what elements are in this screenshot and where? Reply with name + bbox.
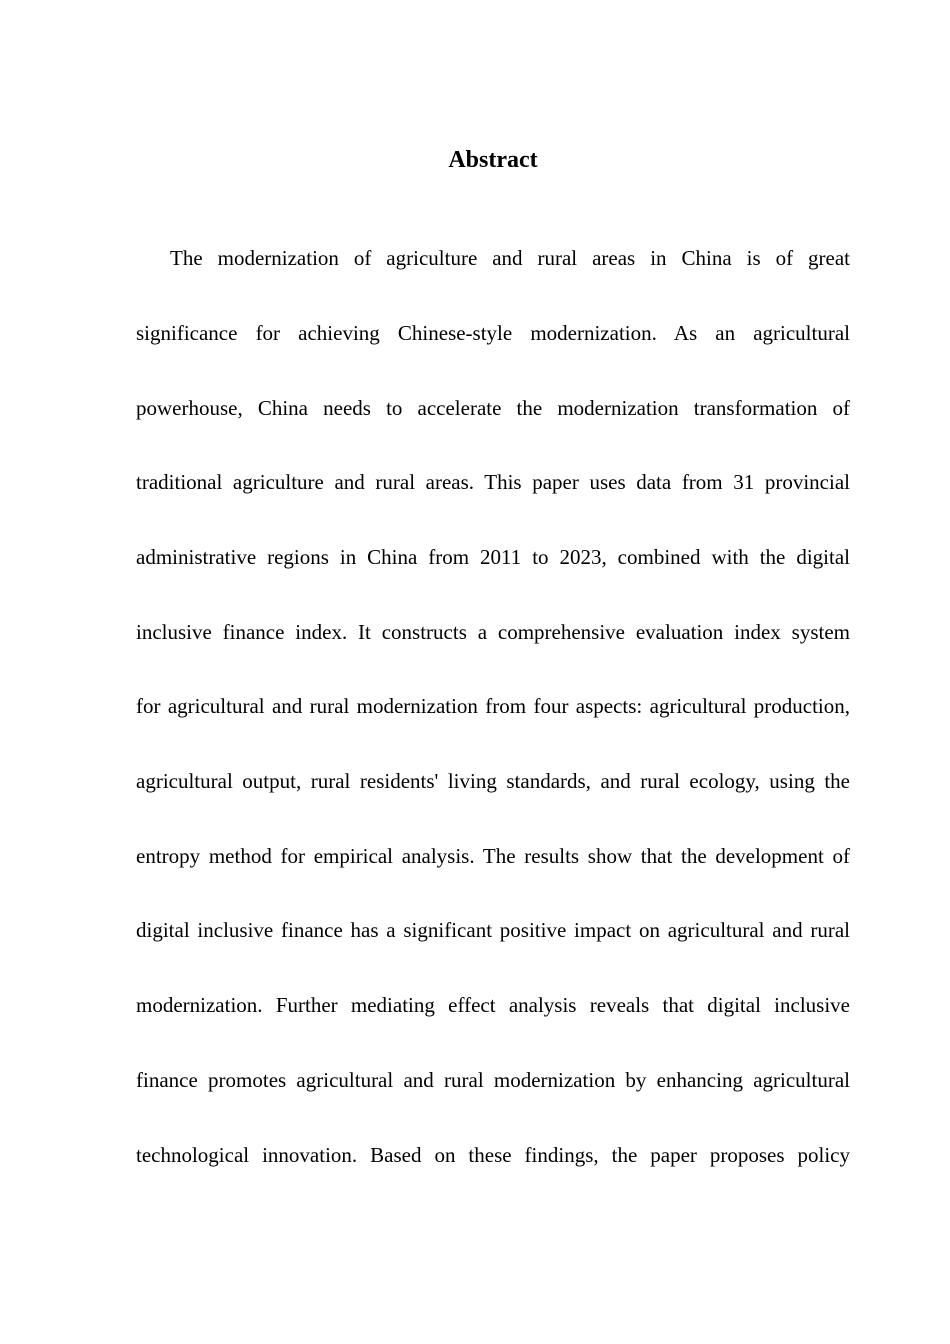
abstract-line: inclusive finance index. It constructs a comprehensive evaluation index system <box>136 620 850 644</box>
abstract-line: entropy method for empirical analysis. The results show that the development of <box>136 844 850 868</box>
abstract-line: powerhouse, China needs to accelerate the modernization transformation of <box>136 396 850 420</box>
abstract-line: significance for achieving Chinese-style modernization. As an agricultural <box>136 321 850 345</box>
abstract-line: finance promotes agricultural and rural modernization by enhancing agricultural <box>136 1068 850 1092</box>
abstract-line: for agricultural and rural modernization from four aspects: agricultural production, <box>136 694 850 718</box>
abstract-line: The modernization of agriculture and rural areas in China is of great <box>170 246 850 270</box>
abstract-line: digital inclusive finance has a significant positive impact on agricultural and rural <box>136 918 850 942</box>
abstract-line: technological innovation. Based on these findings, the paper proposes policy <box>136 1143 850 1167</box>
abstract-line: modernization. Further mediating effect analysis reveals that digital inclusive <box>136 993 850 1017</box>
abstract-title: Abstract <box>448 147 538 173</box>
abstract-line: administrative regions in China from 2011 to 2023, combined with the digital <box>136 545 850 569</box>
abstract-line: agricultural output, rural residents' living standards, and rural ecology, using the <box>136 769 850 793</box>
abstract-line: traditional agriculture and rural areas. This paper uses data from 31 provincial <box>136 470 850 494</box>
